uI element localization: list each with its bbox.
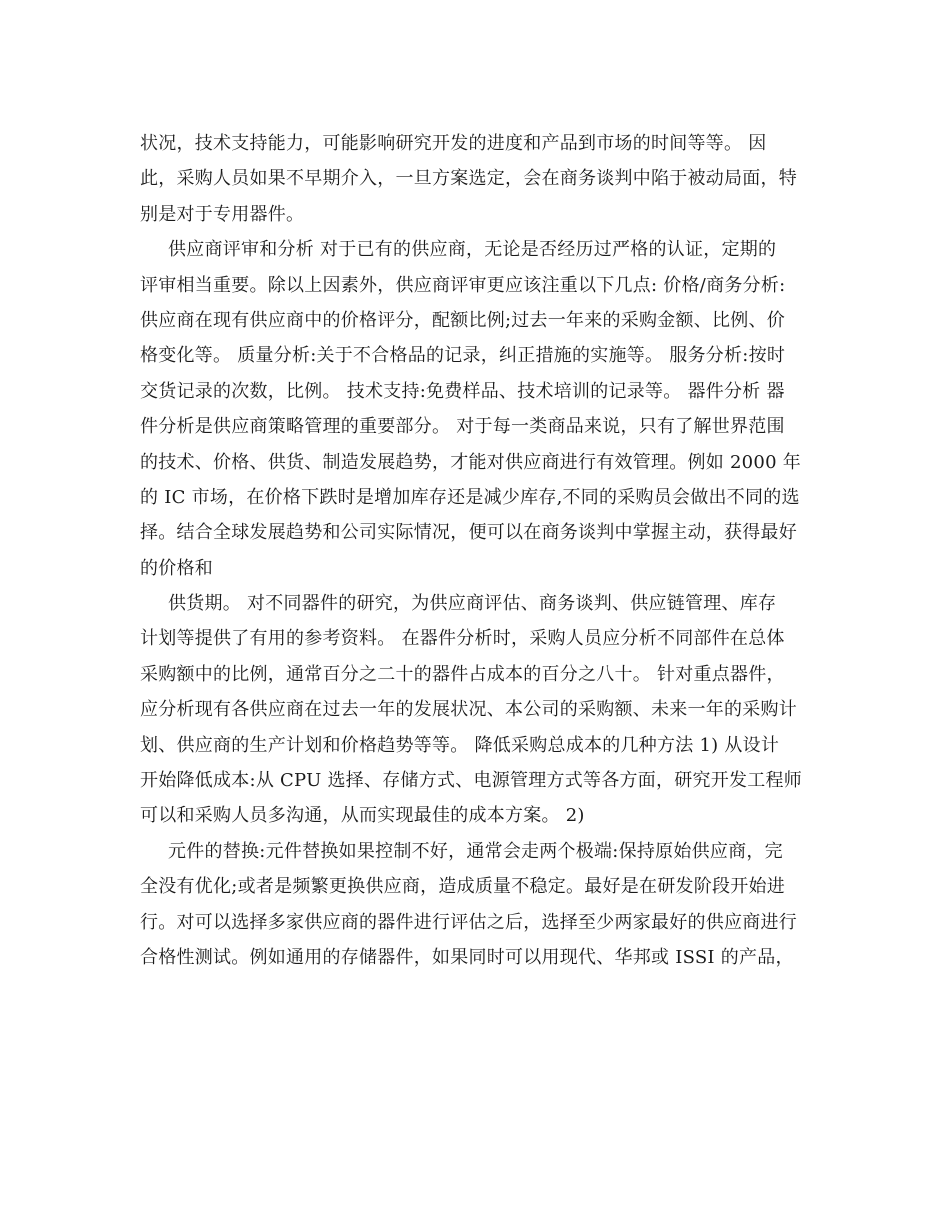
text-line: 可以和采购人员多沟通，从而实现最佳的成本方案。 2) bbox=[140, 805, 585, 827]
text-line: 择。结合全球发展趋势和公司实际情况，便可以在商务谈判中掌握主动，获得最好 bbox=[140, 522, 797, 544]
text-line: 采购额中的比例，通常百分之二十的器件占成本的百分之八十。 针对重点器件， bbox=[140, 663, 785, 685]
text-line: 供货期。 对不同器件的研究，为供应商评估、商务谈判、供应链管理、库存 bbox=[168, 593, 777, 615]
text-line: 开始降低成本:从 CPU 选择、存储方式、电源管理方式等各方面，研究开发工程师 bbox=[140, 770, 802, 792]
text-line: 的 IC 市场，在价格下跌时是增加库存还是减少库存,不同的采购员会做出不同的选 bbox=[140, 486, 800, 508]
text-line: 别是对于专用器件。 bbox=[140, 203, 305, 225]
text-line: 行。对可以选择多家供应商的器件进行评估之后，选择至少两家最好的供应商进行 bbox=[140, 911, 797, 933]
paragraph-4 bbox=[140, 834, 820, 976]
text-line: 评审相当重要。除以上因素外，供应商评审更应该注重以下几点: 价格/商务分析: bbox=[140, 274, 786, 296]
text-line: 的技术、价格、供货、制造发展趋势，才能对供应商进行有效管理。例如 2000 年 bbox=[140, 451, 801, 473]
body-text bbox=[140, 126, 820, 975]
text-line: 供应商评审和分析 对于已有的供应商，无论是否经历过严格的认证，定期的 bbox=[168, 239, 777, 261]
text-line: 此，采购人员如果不早期介入，一旦方案选定，会在商务谈判中陷于被动局面，特 bbox=[140, 168, 797, 190]
text-line: 的价格和 bbox=[140, 557, 213, 579]
text-line: 元件的替换:元件替换如果控制不好，通常会走两个极端:保持原始供应商，完 bbox=[168, 840, 783, 862]
text-line: 交货记录的次数，比例。 技术支持:免费样品、技术培训的记录等。 器件分析 器 bbox=[140, 380, 785, 402]
text-line: 件分析是供应商策略管理的重要部分。 对于每一类商品来说，只有了解世界范围 bbox=[140, 416, 785, 438]
paragraph-2 bbox=[140, 232, 820, 586]
text-line: 应分析现有各供应商在过去一年的发展状况、本公司的采购额、未来一年的采购计 bbox=[140, 699, 797, 721]
text-line: 状况，技术支持能力，可能影响研究开发的进度和产品到市场的时间等等。 因 bbox=[140, 133, 767, 154]
text-line: 合格性测试。例如通用的存储器件，如果同时可以用现代、华邦或 ISSI 的产品， bbox=[140, 946, 794, 968]
text-line: 划、供应商的生产计划和价格趋势等等。 降低采购总成本的几种方法 1) 从设计 bbox=[140, 734, 780, 756]
text-line: 全没有优化;或者是频繁更换供应商，造成质量不稳定。最好是在研发阶段开始进 bbox=[140, 876, 786, 898]
text-line: 供应商在现有供应商中的价格评分，配额比例;过去一年来的采购金额、比例、价 bbox=[140, 309, 786, 331]
paragraph-1 bbox=[140, 126, 820, 232]
paragraph-3 bbox=[140, 586, 820, 834]
text-line: 格变化等。 质量分析:关于不合格品的记录，纠正措施的实施等。 服务分析:按时 bbox=[140, 345, 786, 367]
text-line: 计划等提供了有用的参考资料。 在器件分析时，采购人员应分析不同部件在总体 bbox=[140, 628, 785, 650]
